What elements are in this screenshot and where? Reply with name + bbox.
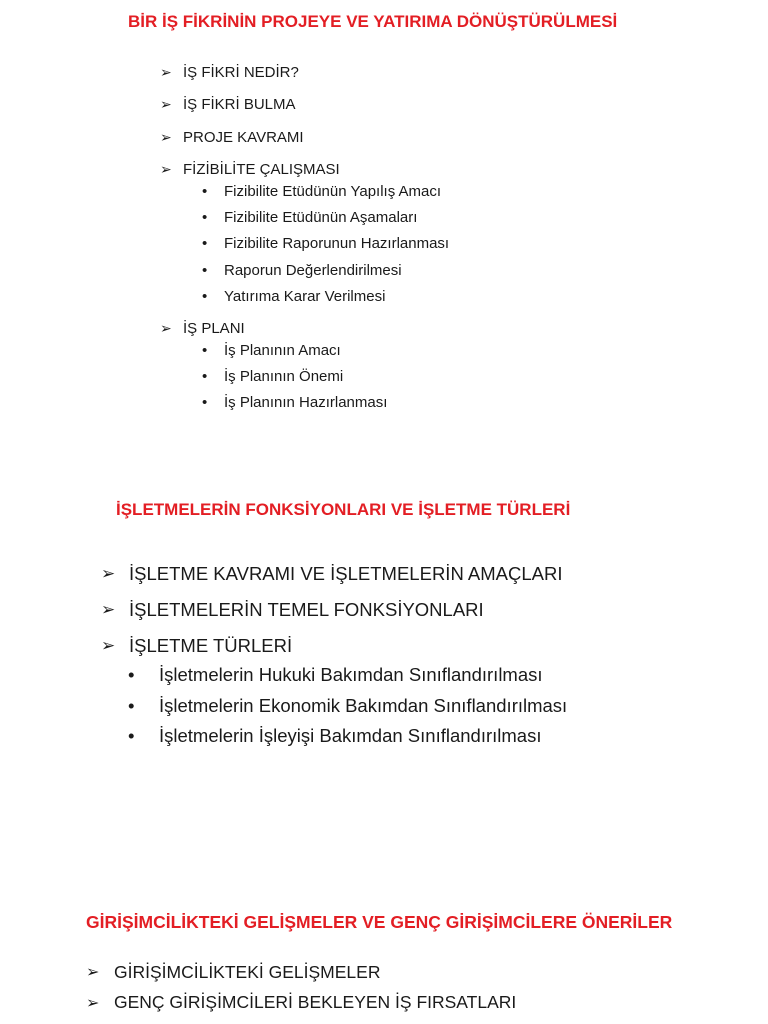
dot-bullet-icon: • <box>128 725 135 747</box>
list-item <box>160 89 449 122</box>
arrow-bullet-icon: ➢ <box>160 96 172 113</box>
arrow-bullet-icon: ➢ <box>86 964 100 982</box>
arrow-bullet-icon: ➢ <box>101 636 116 655</box>
list-item <box>101 592 567 628</box>
arrow-bullet-icon: ➢ <box>101 600 116 619</box>
item-label: GİRİŞİMCİLİKTEKİ GELİŞMELER <box>114 961 381 982</box>
arrow-bullet-icon: ➢ <box>101 564 116 583</box>
dot-bullet-icon: • <box>202 367 208 385</box>
subtopic-label: Fizibilite Etüdünün Aşamaları <box>224 208 418 226</box>
subtopic-item <box>202 231 449 257</box>
subtopic-item <box>202 283 449 309</box>
list-item <box>101 556 567 592</box>
item-label: İŞ PLANI <box>183 320 245 338</box>
subtopic-item <box>128 660 567 691</box>
list-item <box>160 312 449 415</box>
item-label: PROJE KAVRAMI <box>183 128 304 146</box>
subtopic-item <box>202 390 449 416</box>
subtopic-item <box>202 257 449 283</box>
arrow-bullet-icon: ➢ <box>160 161 172 178</box>
dot-bullet-icon: • <box>202 261 208 279</box>
item-label: FİZİBİLİTE ÇALIŞMASI <box>183 161 340 179</box>
list-item <box>101 628 567 752</box>
subtopic-label: Raporun Değerlendirilmesi <box>224 261 402 279</box>
list-item <box>160 154 449 310</box>
arrow-bullet-icon: ➢ <box>160 63 172 80</box>
item-label: İŞLETME TÜRLERİ <box>129 635 293 656</box>
dot-bullet-icon: • <box>202 182 208 200</box>
arrow-bullet-icon: ➢ <box>160 128 172 145</box>
dot-bullet-icon: • <box>202 287 208 305</box>
subtopic-label: İşletmelerin Hukuki Bakımdan Sınıflandırılması <box>159 664 543 686</box>
item-label: İŞLETME KAVRAMI VE İŞLETMELERİN AMAÇLARI <box>129 563 563 584</box>
arrow-bullet-icon: ➢ <box>86 994 100 1012</box>
section-title: İŞLETMELERİN FONKSİYONLARI VE İŞLETME TÜRLERİ <box>116 500 571 519</box>
item-label: İŞ FİKRİ BULMA <box>183 96 296 114</box>
list-item <box>86 988 516 1019</box>
dot-bullet-icon: • <box>128 664 135 686</box>
subtopic-label: İş Planının Önemi <box>224 367 344 385</box>
subtopic-item <box>202 204 449 230</box>
topic-list <box>160 56 449 419</box>
section-title: GİRİŞİMCİLİKTEKİ GELİŞMELER VE GENÇ GİRİŞİMCİLERE ÖNERİLER <box>86 912 673 932</box>
subtopic-item <box>128 691 567 722</box>
list-item <box>160 121 449 154</box>
subtopic-label: Fizibilite Raporunun Hazırlanması <box>224 235 450 253</box>
arrow-bullet-icon: ➢ <box>160 320 172 337</box>
subtopic-item <box>202 178 449 204</box>
item-label: İŞ FİKRİ NEDİR? <box>183 63 299 81</box>
dot-bullet-icon: • <box>202 208 208 226</box>
item-label: İŞLETMELERİN TEMEL FONKSİYONLARI <box>129 599 484 620</box>
subtopic-label: İşletmelerin İşleyişi Bakımdan Sınıflandırılması <box>159 725 542 747</box>
dot-bullet-icon: • <box>128 694 135 716</box>
subtopic-label: Fizibilite Etüdünün Yapılış Amacı <box>224 182 442 200</box>
subtopic-label: Yatırıma Karar Verilmesi <box>224 287 386 305</box>
subtopic-list <box>128 660 567 752</box>
subtopic-item <box>202 337 449 363</box>
topic-list <box>101 556 567 752</box>
subtopic-label: İşletmelerin Ekonomik Bakımdan Sınıflandırılması <box>159 694 568 716</box>
dot-bullet-icon: • <box>202 235 208 253</box>
dot-bullet-icon: • <box>202 341 208 359</box>
subtopic-label: İş Planının Amacı <box>224 341 341 359</box>
subtopic-item <box>128 721 567 752</box>
subtopic-label: İş Planının Hazırlanması <box>224 394 388 412</box>
subtopic-list <box>202 337 449 416</box>
section-title: BİR İŞ FİKRİNİN PROJEYE VE YATIRIMA DÖNÜŞTÜRÜLMESİ <box>128 12 618 31</box>
dot-bullet-icon: • <box>202 394 208 412</box>
subtopic-item <box>202 363 449 389</box>
subtopic-list <box>202 178 449 309</box>
list-item <box>160 56 449 89</box>
list-item <box>86 957 516 988</box>
topic-list <box>86 957 516 1018</box>
item-label: GENÇ GİRİŞİMCİLERİ BEKLEYEN İŞ FIRSATLARI <box>114 992 517 1013</box>
